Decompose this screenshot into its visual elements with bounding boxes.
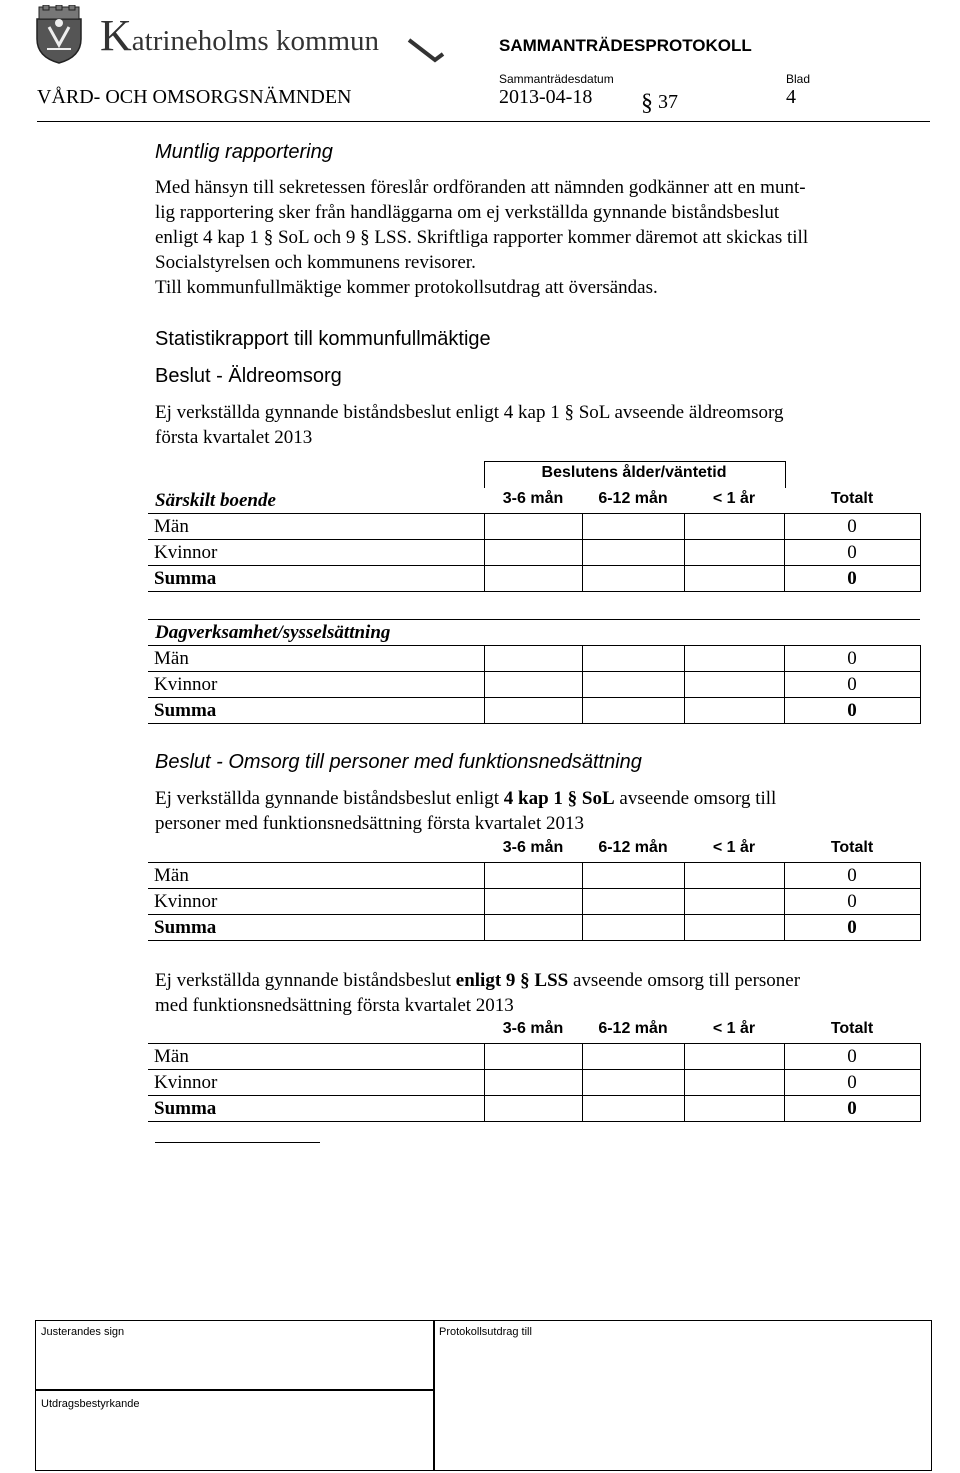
cell-6-12 [582,915,684,941]
report-title: Statistikrapport till kommunfullmäktige [155,328,491,350]
row-label: Kvinnor [148,889,484,915]
cell-6-12 [582,1044,684,1070]
cell-lt-1 [684,646,784,672]
table4 [148,1043,921,1122]
certify-label: Utdragsbestyrkande [41,1398,140,1410]
col-header-6-12: 6-12 mån [598,1020,668,1037]
cell-3-6 [484,698,582,724]
table3 [148,862,921,941]
cell-lt-1 [684,889,784,915]
table-row [148,698,920,724]
sign-label: Justerandes sign [41,1326,125,1338]
table-row [148,889,920,915]
cell-lt-1 [684,1096,784,1122]
doc-type: SAMMANTRÄDESPROTOKOLL [499,36,752,55]
municipal-crest-logo [33,5,85,65]
cell-lt-1 [684,1044,784,1070]
table-row [148,646,920,672]
row-label: Män [148,646,484,672]
age-header: Beslutens ålder/väntetid [541,464,727,481]
row-label: Summa [148,698,484,724]
logo-swoosh [405,36,445,66]
cell-3-6 [484,1096,582,1122]
cell-6-12 [582,646,684,672]
row-label: Kvinnor [148,540,484,566]
cell-lt-1 [684,672,784,698]
cell-total: 0 [784,514,920,540]
cell-lt-1 [684,566,784,592]
desc-text: Ej verkställda gynnande biståndsbeslut enligt [155,788,504,809]
col-header-lt-1: < 1 år [712,839,756,856]
table-row [148,1070,920,1096]
table-row [148,915,920,941]
cell-6-12 [582,863,684,889]
org-name [100,10,379,61]
cell-total: 0 [784,1096,920,1122]
header-rule [37,121,930,122]
intro-paragraph [155,175,915,300]
table-row [148,863,920,889]
table-row [148,540,920,566]
date-label: Sammanträdesdatum [499,72,614,86]
org-name-rest: atrineholms kommun [131,25,380,57]
row-label: Män [148,514,484,540]
section1-desc-line: Ej verkställda gynnande biståndsbeslut enligt 4 kap 1 § SoL avseende äldreomsorg [155,402,784,423]
paragraph-value: 37 [658,91,678,113]
cell-lt-1 [684,863,784,889]
committee-name: VÅRD- OCH OMSORGSNÄMNDEN [37,86,352,108]
table-row [148,514,920,540]
cell-3-6 [484,672,582,698]
section1-desc-line: första kvartalet 2013 [155,427,313,448]
cell-3-6 [484,1070,582,1096]
cell-3-6 [484,566,582,592]
table1-heading: Särskilt boende [155,490,276,511]
intro-line: enligt 4 kap 1 § SoL och 9 § LSS. Skriftliga rapporter kommer däremot att skickas till [155,227,809,248]
cell-total: 0 [784,698,920,724]
page-label: Blad [786,72,811,86]
cell-total: 0 [784,1070,920,1096]
col-header-total: Totalt [830,839,874,856]
col-header-3-6: 3-6 mån [502,490,564,507]
table1 [148,513,921,592]
table-row [148,566,920,592]
paragraph-number [641,88,678,115]
desc-law-ref: 4 kap 1 § SoL [503,788,615,809]
cell-total: 0 [784,672,920,698]
section2-description-2 [155,968,800,1018]
cell-total: 0 [784,915,920,941]
section1-description [155,400,783,450]
cell-3-6 [484,863,582,889]
org-initial: K [100,11,132,60]
row-label: Kvinnor [148,672,484,698]
row-label: Män [148,863,484,889]
intro-line: Med hänsyn till sekretessen föreslår ordföranden att nämnden godkänner att en munt- [155,177,806,198]
cell-3-6 [484,915,582,941]
desc-text: med funktionsnedsättning första kvartalet 2013 [155,995,514,1016]
desc-text: avseende omsorg till personer [568,970,801,991]
cell-lt-1 [684,915,784,941]
table2-top-rule [148,619,920,620]
desc-text: Ej verkställda gynnande biståndsbeslut [155,970,456,991]
footer-extract-box [433,1320,932,1471]
col-header-lt-1: < 1 år [712,490,756,507]
cell-lt-1 [684,698,784,724]
table2 [148,645,921,724]
page-number: 4 [786,86,796,108]
row-label: Män [148,1044,484,1070]
cell-3-6 [484,1044,582,1070]
intro-line: Till kommunfullmäktige kommer protokollsutdrag att översändas. [155,277,658,298]
section1-title: Beslut - Äldreomsorg [155,365,342,387]
cell-total: 0 [784,889,920,915]
table-row [148,1096,920,1122]
cell-total: 0 [784,566,920,592]
cell-3-6 [484,889,582,915]
col-header-3-6: 3-6 mån [502,1020,564,1037]
row-label: Summa [148,1096,484,1122]
desc-text: avseende omsorg till [614,788,777,809]
cell-lt-1 [684,514,784,540]
col-header-lt-1: < 1 år [712,1020,756,1037]
paragraph-symbol: § [641,90,653,116]
cell-6-12 [582,540,684,566]
cell-6-12 [582,1096,684,1122]
meeting-date: 2013-04-18 [499,86,593,108]
row-label: Summa [148,915,484,941]
cell-lt-1 [684,1070,784,1096]
cell-total: 0 [784,863,920,889]
end-rule [155,1142,320,1143]
col-header-total: Totalt [830,1020,874,1037]
col-header-3-6: 3-6 mån [502,839,564,856]
cell-total: 0 [784,540,920,566]
cell-3-6 [484,540,582,566]
cell-total: 0 [784,1044,920,1070]
cell-6-12 [582,672,684,698]
desc-law-ref: enligt 9 § LSS [455,970,569,991]
desc-text: personer med funktionsnedsättning första kvartalet 2013 [155,813,584,834]
row-label: Kvinnor [148,1070,484,1096]
intro-line: Socialstyrelsen och kommunens revisorer. [155,252,476,273]
cell-6-12 [582,698,684,724]
cell-total: 0 [784,646,920,672]
cell-6-12 [582,1070,684,1096]
cell-3-6 [484,646,582,672]
table-row [148,672,920,698]
cell-6-12 [582,566,684,592]
extract-label: Protokollsutdrag till [439,1326,532,1338]
cell-3-6 [484,514,582,540]
section2-title: Beslut - Omsorg till personer med funktionsnedsättning [155,751,642,773]
cell-6-12 [582,889,684,915]
table2-heading: Dagverksamhet/sysselsättning [155,622,391,643]
cell-lt-1 [684,540,784,566]
intro-title: Muntlig rapportering [155,141,333,163]
col-header-total: Totalt [830,490,874,507]
col-header-6-12: 6-12 mån [598,839,668,856]
col-header-6-12: 6-12 mån [598,490,668,507]
intro-line: lig rapportering sker från handläggarna om ej verkställda gynnande biståndsbeslut [155,202,780,223]
section2-description-1 [155,786,776,836]
row-label: Summa [148,566,484,592]
cell-6-12 [582,514,684,540]
table-row [148,1044,920,1070]
